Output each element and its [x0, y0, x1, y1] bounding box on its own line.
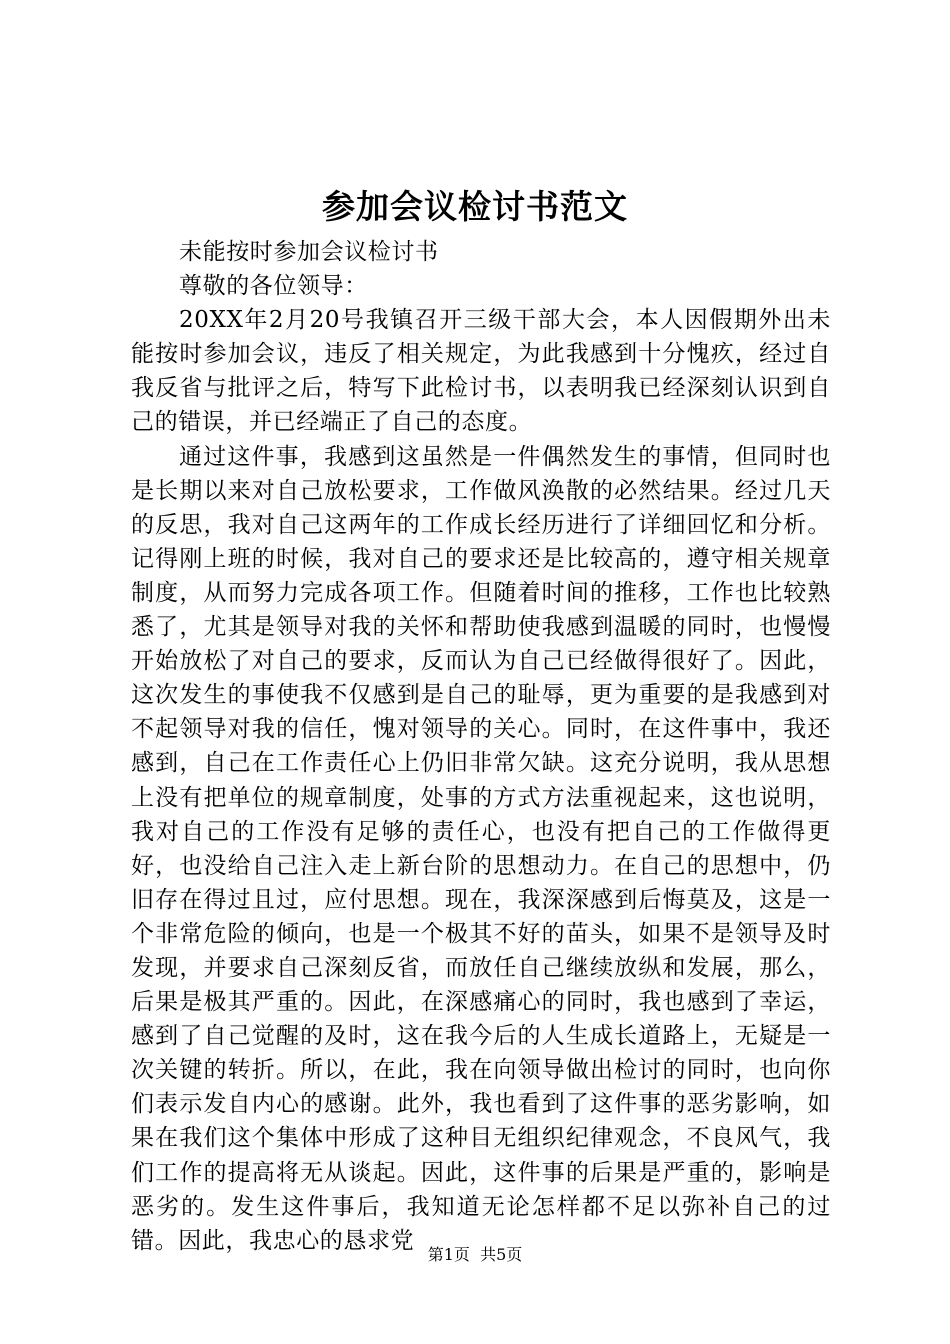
document-body: [131, 235, 831, 1258]
body-paragraph: 20XX年2月20号我镇召开三级干部大会，本人因假期外出未能按时参加会议，违反了相关规定，为此我感到十分愧疚，经过自我反省与批评之后，特写下此检讨书，以表明我已经深刻认识到自己的错误，并已经端正了自己的态度。: [131, 307, 831, 436]
salutation: 尊敬的各位领导：: [179, 273, 368, 300]
body-paragraph: 通过这件事，我感到这虽然是一件偶然发生的事情，但同时也是长期以来对自己放松要求，工作做风涣散的必然结果。经过几天的反思，我对自己这两年的工作成长经历进行了详细回忆和分析。记得刚上班的时候，我对自己的要求还是比较高的，遵守相关规章制度，从而努力完成各项工作。但随着时间的推移，工作也比较熟悉了，尤其是领导对我的关怀和帮助使我感到温暖的同时，也慢慢开始放松了对自己的要求，反而认为自己已经做得很好了。因此，这次发生的事使我不仅感到是自己的耻辱，更为重要的是我感到对不起领导对我的信任，愧对领导的关心。同时，在这件事中，我还感到，自己在工作责任心上仍旧非常欠缺。这充分说明，我从思想上没有把单位的规章制度，处事的方式方法重视起来，这也说明，我对自己的工作没有足够的责任心，也没有把自己的工作做得更好，也没给自己注入走上新台阶的思想动力。在自己的思想中，仍旧存在得过且过，应付思想。现在，我深深感到后悔莫及，这是一个非常危险的倾向，也是一个极其不好的苗头，如果不是领导及时发现，并要求自己深刻反省，而放任自己继续放纵和发展，那么，后果是极其严重的。因此，在深感痛心的同时，我也感到了幸运，感到了自己觉醒的及时，这在我今后的人生成长道路上，无疑是一次关键的转折。所以，在此，我在向领导做出检讨的同时，也向你们表示发自内心的感谢。此外，我也看到了这件事的恶劣影响，如果在我们这个集体中形成了这种目无组织纪律观念，不良风气，我们工作的提高将无从谈起。因此，这件事的后果是严重的，影响是恶劣的。发生这件事后，我知道无论怎样都不足以弥补自己的过错。因此，我忠心的恳求党: [131, 443, 831, 1254]
letter-heading: 未能按时参加会议检讨书: [179, 239, 439, 265]
page-footer: [0, 1244, 950, 1266]
page-number: 第1页 共5页: [427, 1245, 523, 1264]
document-title: 参加会议检讨书范文: [322, 187, 628, 226]
